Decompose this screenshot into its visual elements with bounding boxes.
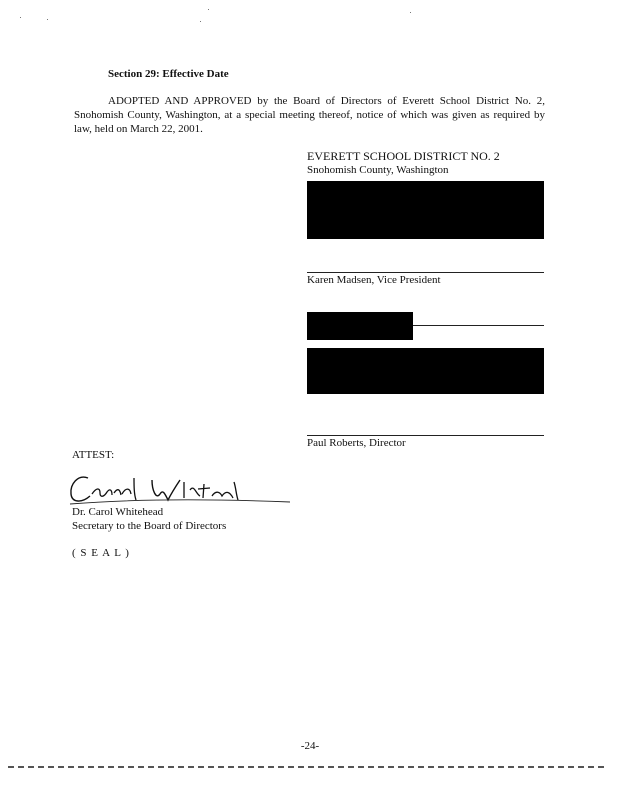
secretary-title: Secretary to the Board of Directors — [72, 520, 227, 532]
footer-rule — [8, 766, 604, 768]
signer-vice-president: Karen Madsen, Vice President — [307, 274, 441, 286]
district-name: EVERETT SCHOOL DISTRICT NO. 2 — [307, 149, 500, 163]
page-number: -24- — [300, 740, 320, 752]
secretary-block — [72, 505, 226, 533]
signer-director: Paul Roberts, Director — [307, 437, 406, 449]
section-heading: Section 29: Effective Date — [108, 68, 229, 80]
secretary-name: Dr. Carol Whitehead — [72, 506, 164, 518]
adoption-paragraph: ADOPTED AND APPROVED by the Board of Directors of Everett School District No. 2, Snohomish County, Washington, at a special meeting thereof, notice of which was given as required by law, held on March 22, 2001. — [74, 95, 545, 135]
seal-mark: ( S E A L ) — [72, 547, 130, 559]
district-county: Snohomish County, Washington — [307, 164, 449, 176]
attest-label: ATTEST: — [72, 449, 115, 461]
